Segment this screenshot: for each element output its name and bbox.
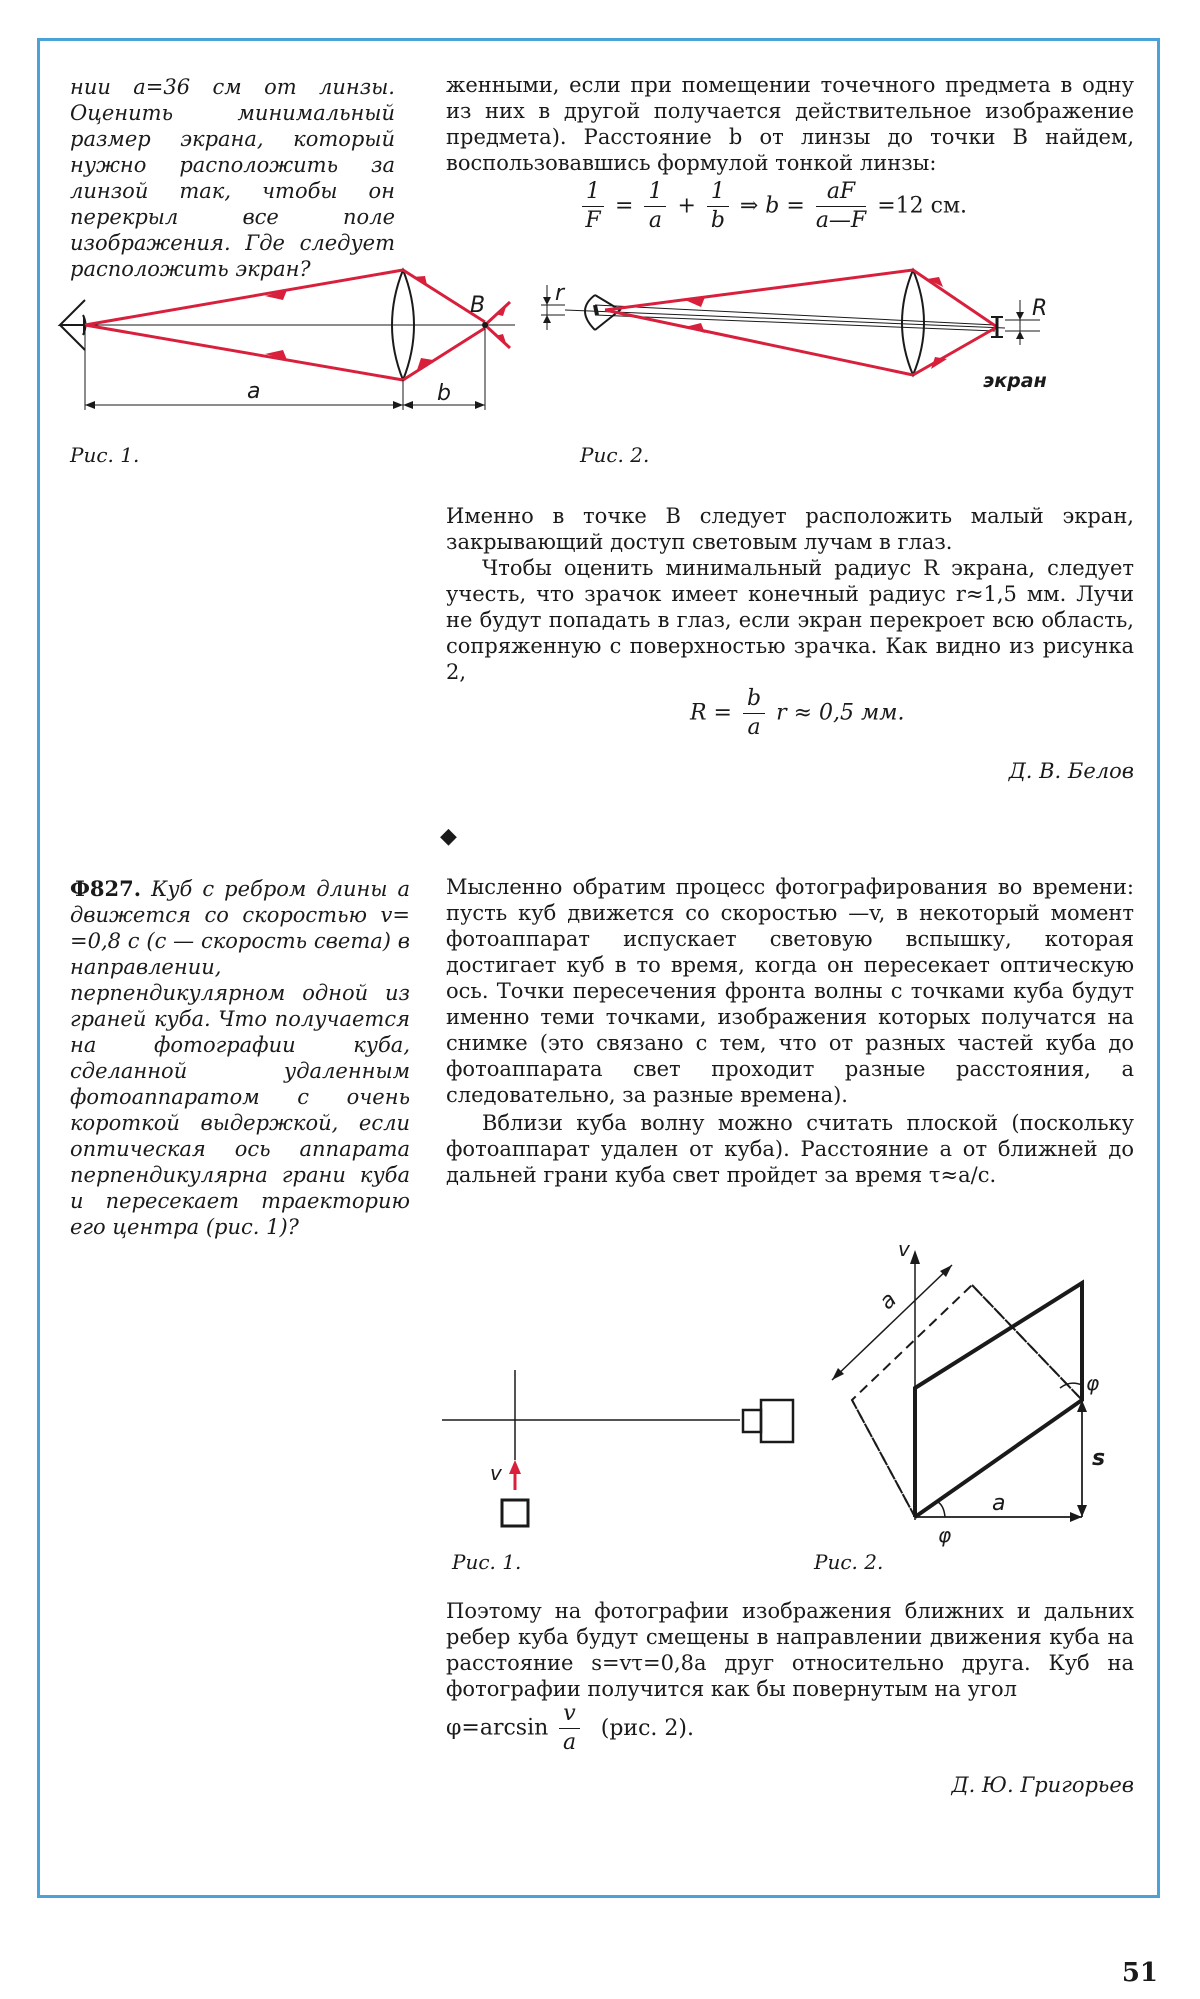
eye-icon xyxy=(60,300,85,325)
formula-phi: φ=arcsin $\frac{v}{a}$ (рис. 2). xyxy=(446,1701,694,1755)
prev-fig2-caption: Рис. 2. xyxy=(580,443,650,467)
p827-author: Д. Ю. Григорьев xyxy=(951,1773,1134,1797)
cube xyxy=(502,1500,528,1526)
prev-problem-statement: нии a=36 см от линзы. Оценить минимальный размер экрана, который нужно расположить за линзой так, чтобы он перекрыл все поле изображения. Где следует расположить экран? xyxy=(70,75,395,281)
p827-fig2-label-phi-top: φ xyxy=(1086,1371,1100,1395)
eye-icon xyxy=(585,295,595,330)
camera-icon xyxy=(743,1410,761,1432)
p827-fig2-diagram xyxy=(820,1237,1120,1550)
p827-fig2-label-a-side: a xyxy=(874,1287,902,1315)
p827-fig2-label-phi-bottom: φ xyxy=(938,1523,952,1547)
prev-solution-para1: Именно в точке B следует расположить малый экран, закрывающий доступ световым лучам в глаз. xyxy=(446,504,1134,554)
problem-827-statement: Ф827. Куб с ребром длины a движется со скоростью v= =0,8 c (c — скорость света) в направлении, перпендикулярном одной из граней куба. Что получается на фотографии куба, сделанной удаленным фотоаппаратом с очень короткой выдержкой, если оптическая ось аппарата перпендикулярна грани куба и пересекает траекторию его центра (рис. 1)? xyxy=(70,876,410,1239)
p827-fig2-label-s: s xyxy=(1092,1446,1106,1471)
problem-827-para2: Вблизи куба волну можно считать плоской (поскольку фотоаппарат удален от куба). Расстояние a от ближней до дальней грани куба свет пройдет за время τ≈a/c. xyxy=(446,1111,1134,1187)
p827-fig1-label-v: v xyxy=(490,1461,502,1485)
fig1-label-B: B xyxy=(470,293,486,318)
prev-fig2-diagram xyxy=(535,265,1095,405)
cube-image xyxy=(915,1283,1082,1517)
prev-author: Д. В. Белов xyxy=(1008,759,1134,783)
formula-R: R = $\frac{b}{a}$ r ≈ 0,5 мм. xyxy=(690,686,905,740)
p827-fig2-caption: Рис. 2. xyxy=(814,1550,884,1574)
fig2-label-R: R xyxy=(1032,296,1048,321)
fig1-label-a: a xyxy=(247,379,261,404)
prev-fig1-caption: Рис. 1. xyxy=(70,443,140,467)
problem-827-para1: Мысленно обратим процесс фотографирования во времени: пусть куб движется со скоростью —v, в некоторый момент фотоаппарат испускает световую вспышку, которая достигает куб в то время, когда он пересекает оптическую ось. Точки пересечения фронта волны с точками куба будут именно теми точками, изображения которых получатся на снимке (это связано с тем, что от разных частей куба до фотоаппарата свет проходит разные расстояния, а следовательно, за разные времена). xyxy=(446,875,1134,1107)
prev-fig1-diagram xyxy=(55,260,525,420)
fig1-label-b: b xyxy=(437,381,451,406)
page-number: 51 xyxy=(1121,1958,1158,1988)
section-separator: ◆ xyxy=(440,824,457,849)
fig2-label-r: r xyxy=(555,281,565,306)
p827-fig2-label-v: v xyxy=(898,1237,910,1261)
p827-fig2-label-a-bottom: a xyxy=(992,1491,1006,1516)
problem-827-para3: Поэтому на фотографии изображения ближних и дальних ребер куба будут смещены в направлении движения куба на расстояние s=vτ=0,8a друг относительно друга. Куб на фотографии получится как бы повернутым на угол xyxy=(446,1599,1134,1701)
lens-formula: $\frac{1}{F}$ = $\frac{1}{a}$ + $\frac{1}{b}$ ⇒ b = $\frac{aF}{a—F}$ =12 см. xyxy=(578,178,967,235)
p827-fig1-caption: Рис. 1. xyxy=(452,1550,522,1574)
prev-solution-para2: Чтобы оценить минимальный радиус R экрана, следует учесть, что зрачок имеет конечный радиус r≈1,5 мм. Лучи не будут попадать в глаз, если экран перекроет всю область, сопряженную с поверхностью зрачка. Как видно из рисунка 2, xyxy=(446,556,1134,684)
fig2-label-screen: экран xyxy=(983,370,1047,392)
lens xyxy=(902,270,924,375)
prev-solution-intro: женными, если при помещении точечного предмета в одну из них в другой получается действительное изображение предмета). Расстояние b от линзы до точки B найдем, воспользовавшись формулой тонкой линзы: xyxy=(446,73,1134,175)
problem-number: Ф827. xyxy=(70,876,142,901)
p827-fig1-diagram xyxy=(440,1370,800,1540)
